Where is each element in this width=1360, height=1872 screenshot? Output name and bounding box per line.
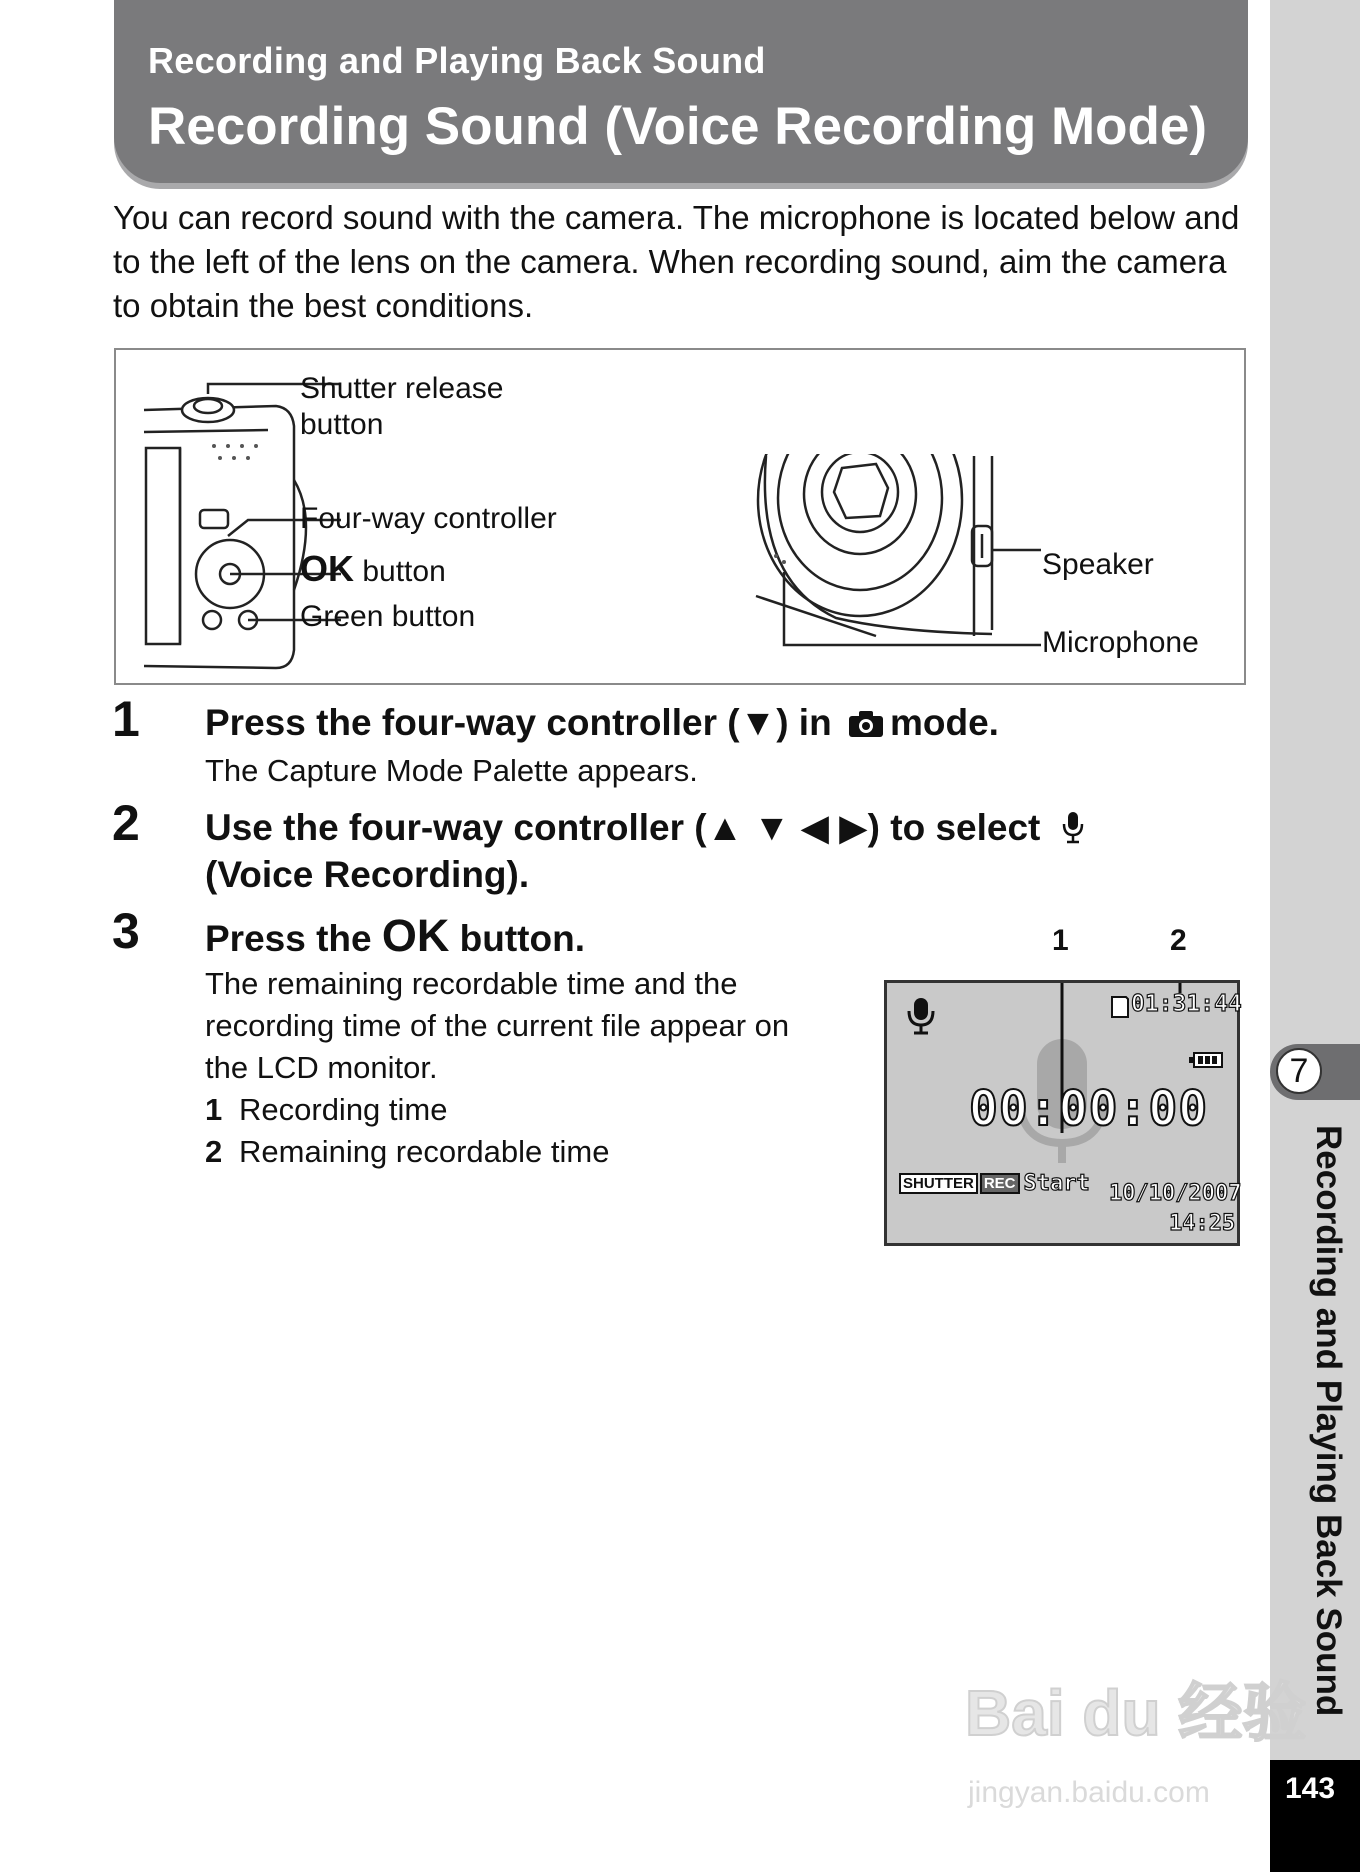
down-arrow-icon: ▼ <box>739 702 777 743</box>
recording-time: 00:00:00 <box>969 1081 1209 1137</box>
intro-paragraph: You can record sound with the camera. The microphone is located below and to the left of the lens on the camera. When recording sound, aim the camera to obtain the best conditions. <box>113 199 1240 324</box>
step-2-title-line2: (Voice Recording). <box>205 854 530 895</box>
step-1-title-a: Press the four-way controller ( <box>205 702 740 743</box>
chapter-header <box>114 0 1248 183</box>
remaining-time: 01:31:44 <box>1131 991 1242 1017</box>
step-1-title-c: mode. <box>889 702 999 743</box>
item-label: Remaining recordable time <box>239 1134 610 1169</box>
chapter-side-label: Recording and Playing Back Sound <box>1309 1125 1348 1717</box>
baidu-watermark: Bai du 经验 <box>965 1677 1307 1749</box>
item-number: 1 <box>205 1092 223 1127</box>
step-3-title-b: button. <box>459 918 585 959</box>
start-label: Start <box>1023 1171 1090 1196</box>
label-shutter-line1: Shutter release <box>300 372 504 405</box>
four-way-arrows-icon: ▲ ▼ ◀ ▶ <box>706 807 868 848</box>
chapter-number: 7 <box>1276 1048 1322 1094</box>
label-microphone: Microphone <box>1042 626 1199 659</box>
rec-badge: REC <box>980 1173 1020 1194</box>
step-1-desc: The Capture Mode Palette appears. <box>205 753 698 788</box>
label-shutter-line2: button <box>300 408 384 441</box>
baidu-watermark-url: jingyan.baidu.com <box>968 1776 1210 1809</box>
step-1-title <box>205 702 999 744</box>
step-3-title <box>205 910 585 962</box>
lcd-time: 14:25 <box>1169 1211 1236 1236</box>
step-2-number: 2 <box>112 795 140 851</box>
step-2-title <box>205 806 1085 849</box>
page-number: 143 <box>1284 1772 1336 1805</box>
step-3-desc-line1: The remaining recordable time and the <box>205 966 738 1001</box>
label-speaker: Speaker <box>1042 548 1154 581</box>
ok-label: OK <box>381 910 450 961</box>
camera-mode-icon <box>848 710 884 738</box>
microphone-icon <box>1061 810 1085 844</box>
list-item <box>205 1089 447 1131</box>
step-3-number: 3 <box>112 903 140 959</box>
label-ok: OK <box>300 548 354 589</box>
label-ok-button <box>300 548 446 590</box>
lcd-date: 10/10/2007 <box>1109 1181 1242 1206</box>
step-2-title-b: ) to select <box>867 807 1041 848</box>
step-3-desc-line2: recording time of the current file appear on <box>205 1008 790 1043</box>
callout-1: 1 <box>1052 924 1069 957</box>
step-3-desc-line3: the LCD monitor. <box>205 1050 438 1085</box>
lcd-monitor <box>884 980 1240 1246</box>
step-2-title-a: Use the four-way controller ( <box>205 807 707 848</box>
step-1-number: 1 <box>112 691 140 747</box>
section-subtitle: Recording and Playing Back Sound <box>148 40 766 81</box>
list-item <box>205 1131 609 1173</box>
label-green-button: Green button <box>300 600 476 633</box>
label-ok-suffix: button <box>362 555 446 588</box>
item-label: Recording time <box>239 1092 448 1127</box>
camera-diagram <box>114 348 1246 685</box>
label-four-way: Four-way controller <box>300 502 557 535</box>
shutter-rec-hint <box>899 1171 1090 1196</box>
page-title: Recording Sound (Voice Recording Mode) <box>148 97 1208 156</box>
item-number: 2 <box>205 1134 223 1169</box>
step-1-title-b: ) in <box>776 702 832 743</box>
shutter-badge: SHUTTER <box>899 1173 978 1194</box>
step-3-title-a: Press the <box>205 918 372 959</box>
callout-2: 2 <box>1170 924 1187 957</box>
